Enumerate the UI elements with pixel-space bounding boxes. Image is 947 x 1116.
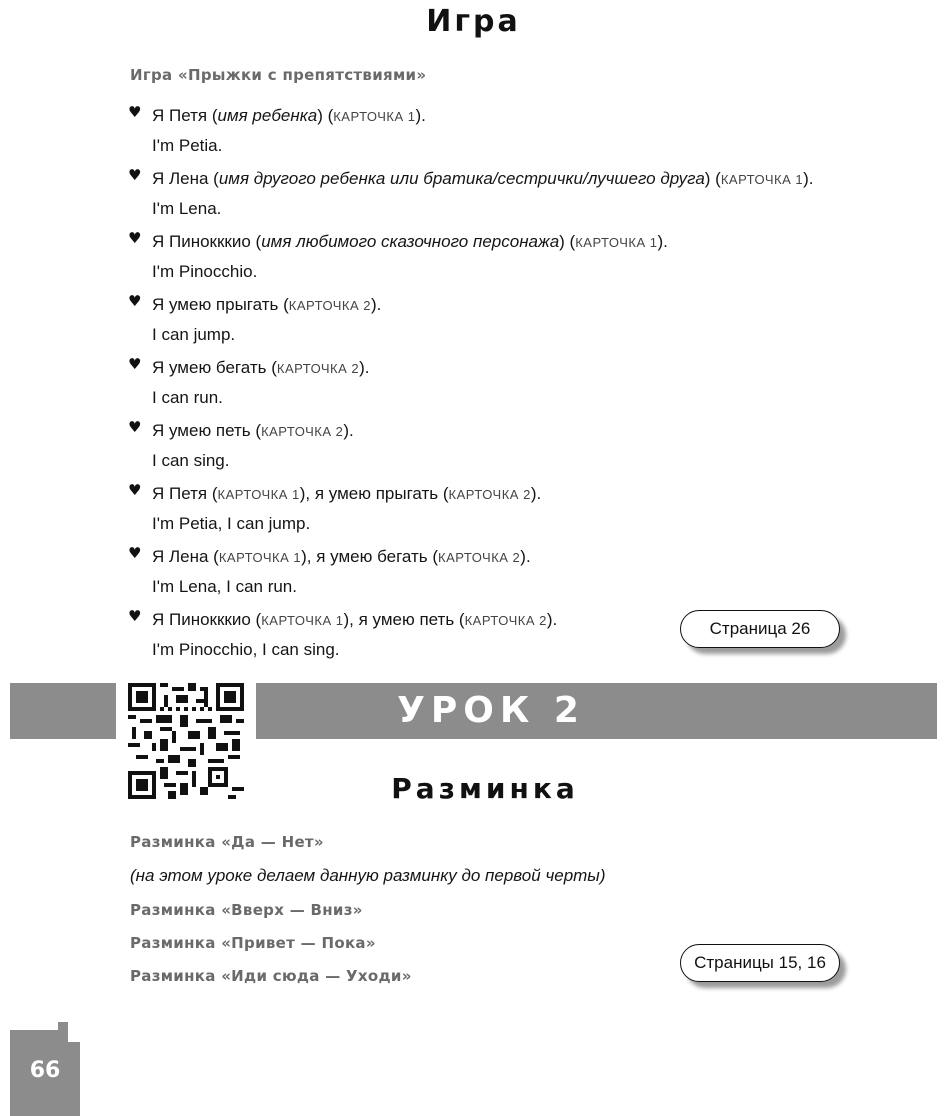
heart-icon: ♥ xyxy=(128,607,142,625)
lesson-band-left xyxy=(10,683,116,739)
list-item: ♥ Я Пинокккио (имя любимого сказочного персонажа) (КАРТОЧКА 1). I'm Pinocchio. xyxy=(128,227,813,290)
card-ref: КАРТОЧКА 2 xyxy=(438,550,521,565)
card-ref: КАРТОЧКА 1 xyxy=(575,235,658,250)
english-phrase: I can run. xyxy=(152,388,223,407)
english-phrase: I'm Petia, I can jump. xyxy=(152,514,311,533)
heart-icon: ♥ xyxy=(128,544,142,562)
card-ref: КАРТОЧКА 1 xyxy=(218,550,302,565)
warmup-item: Разминка «Иди сюда — Уходи» xyxy=(130,967,412,985)
card-ref: КАРТОЧКА 1 xyxy=(720,172,804,187)
card-ref: КАРТОЧКА 2 xyxy=(448,487,531,502)
page-number: 66 xyxy=(29,1058,61,1083)
heart-icon: ♥ xyxy=(128,166,142,184)
card-ref: КАРТОЧКА 2 xyxy=(276,361,360,376)
list-item: ♥ Я умею петь (КАРТОЧКА 2). I can sing. xyxy=(128,416,813,479)
english-phrase: I'm Petia. xyxy=(152,136,223,155)
card-ref: КАРТОЧКА 1 xyxy=(261,613,344,628)
english-phrase: I can jump. xyxy=(152,325,236,344)
warmup-item: Разминка «Вверх — Вниз» xyxy=(130,901,363,919)
warmup-note: (на этом уроке делаем данную разминку до первой черты) xyxy=(130,866,606,885)
heart-icon: ♥ xyxy=(128,292,142,310)
heart-icon: ♥ xyxy=(128,355,142,373)
heart-icon: ♥ xyxy=(128,103,142,121)
list-item: ♥ Я Петя (КАРТОЧКА 1), я умею прыгать (КАРТОЧКА 2). I'm Petia, I can jump. xyxy=(128,479,813,542)
english-phrase: I'm Lena, I can run. xyxy=(152,577,297,596)
list-item: ♥ Я Лена (имя другого ребенка или братика/сестрички/лучшего друга) (КАРТОЧКА 1). I'm Lena. xyxy=(128,164,813,227)
card-ref: КАРТОЧКА 2 xyxy=(288,298,372,313)
warmup-item: Разминка «Да — Нет» xyxy=(130,833,324,851)
english-phrase: I'm Lena. xyxy=(152,199,222,218)
heart-icon: ♥ xyxy=(128,418,142,436)
card-ref: КАРТОЧКА 2 xyxy=(261,424,344,439)
list-item: ♥ Я умею бегать (КАРТОЧКА 2). I can run. xyxy=(128,353,813,416)
warmup-section-title: Разминка xyxy=(391,772,579,805)
card-ref: КАРТОЧКА 1 xyxy=(217,487,300,502)
page-reference-badge: Страница 26 xyxy=(680,610,840,648)
list-item: ♥ Я Лена (КАРТОЧКА 1), я умею бегать (КАРТОЧКА 2). I'm Lena, I can run. xyxy=(128,542,813,605)
heart-icon: ♥ xyxy=(128,481,142,499)
warmup-item: Разминка «Привет — Пока» xyxy=(130,934,376,952)
list-item: ♥ Я Петя (имя ребенка) (КАРТОЧКА 1). I'm Petia. xyxy=(128,101,813,164)
game-section-title: Игра xyxy=(426,4,521,39)
english-phrase: I can sing. xyxy=(152,451,230,470)
list-item: ♥ Я умею прыгать (КАРТОЧКА 2). I can jump. xyxy=(128,290,813,353)
game-subtitle: Игра «Прыжки с препятствиями» xyxy=(130,66,427,84)
phrase-list xyxy=(128,101,813,668)
english-phrase: I'm Pinocchio, I can sing. xyxy=(152,640,340,659)
page-tab-decoration xyxy=(68,1030,80,1042)
page-reference-badge: Страницы 15, 16 xyxy=(680,944,840,982)
lesson-title: УРОК 2 xyxy=(397,690,585,731)
card-ref: КАРТОЧКА 1 xyxy=(333,109,416,124)
list-item: ♥ Я Пинокккио (КАРТОЧКА 1), я умею петь (КАРТОЧКА 2). I'm Pinocchio, I can sing. xyxy=(128,605,813,668)
heart-icon: ♥ xyxy=(128,229,142,247)
card-ref: КАРТОЧКА 2 xyxy=(464,613,547,628)
english-phrase: I'm Pinocchio. xyxy=(152,262,258,281)
